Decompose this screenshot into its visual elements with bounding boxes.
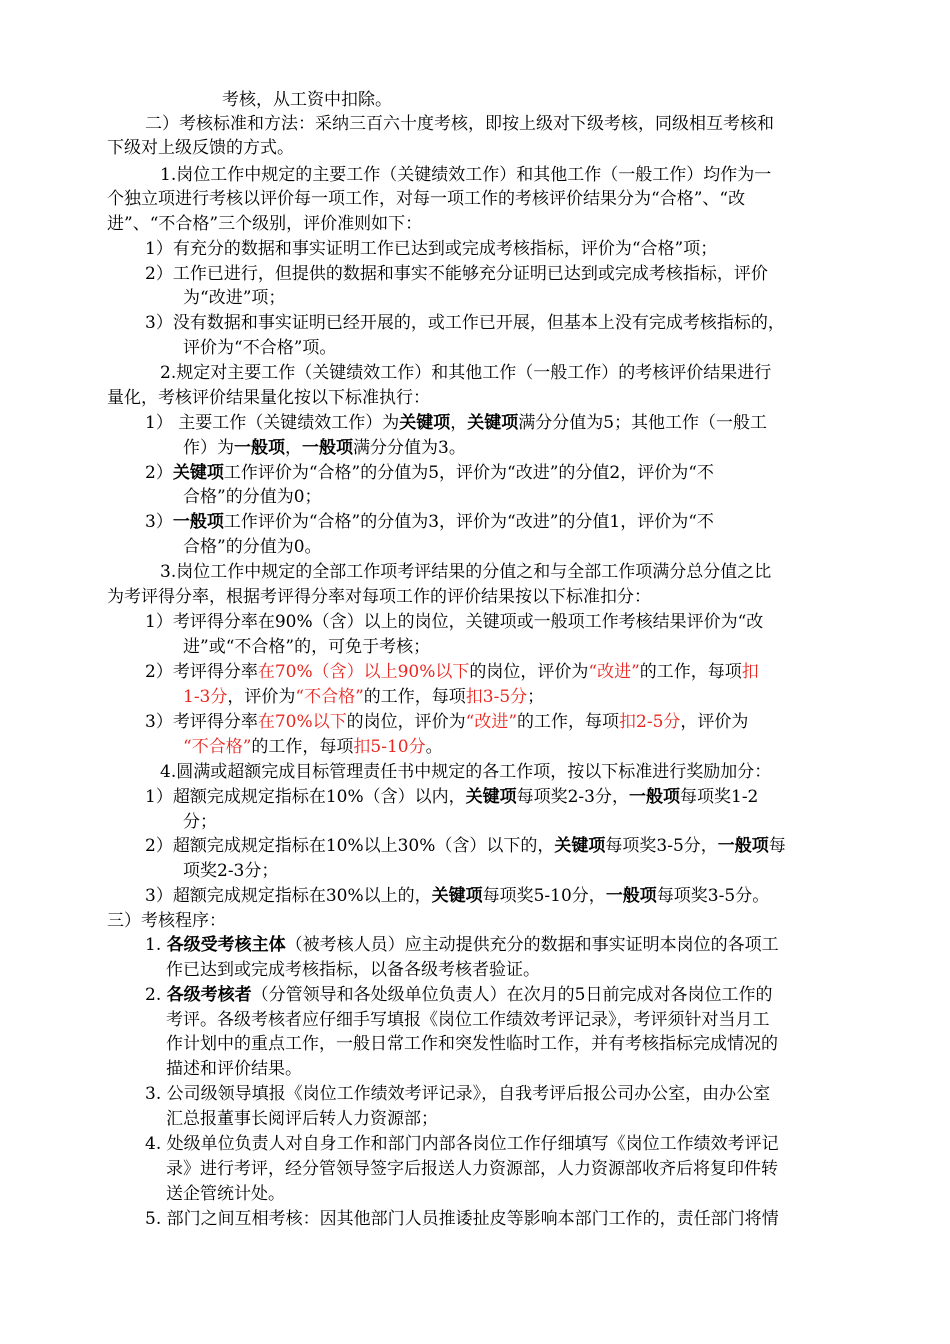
text-line — [145, 237, 717, 261]
text-line — [183, 635, 430, 659]
text-segment: 合格”的分值为0； — [183, 487, 322, 507]
text-segment: 3）没有数据和事实证明已经开展的，或工作已开展，但基本上没有完成考核指标的， — [145, 313, 785, 333]
text-segment: 1. — [145, 935, 167, 955]
text-segment: 2）超额完成规定指标在10%以上30%（含）以下的， — [145, 836, 555, 856]
text-segment: 每项奖5-10分， — [482, 886, 606, 906]
bold-term: 各级考核者 — [166, 985, 252, 1005]
text-line — [166, 1057, 302, 1081]
text-segment: 量化，考核评价结果量化按以下标准执行： — [107, 388, 430, 408]
text-segment: 下级对上级反馈的方式。 — [107, 138, 294, 158]
text-line — [107, 187, 745, 211]
text-segment: 2）考评得分率 — [145, 662, 258, 682]
text-segment: 考核，从工资中扣除。 — [222, 90, 392, 110]
text-segment: 个独立项进行考核以评价每一项工作，对每一项工作的考核评价结果分为“合格”、“改 — [107, 189, 746, 209]
text-line — [166, 1182, 285, 1206]
text-segment: 4.圆满或超额完成目标管理责任书中规定的各工作项，按以下标准进行奖励加分： — [160, 762, 772, 782]
text-segment: 2） — [145, 463, 173, 483]
text-segment: 录》进行考评，经分管领导签字后报送人力资源部，人力资源部收齐后将复印件转 — [166, 1159, 778, 1179]
text-segment: ， — [285, 438, 302, 458]
text-segment: 满分分值为3。 — [353, 438, 466, 458]
text-line — [145, 933, 779, 957]
text-line — [145, 884, 769, 908]
text-segment: 满分分值为5；其他工作（一般工 — [518, 413, 768, 433]
text-line — [107, 212, 422, 236]
text-line — [107, 909, 226, 933]
bold-term: 各级受考核主体 — [166, 935, 286, 955]
text-line — [160, 760, 771, 784]
text-segment: 4. 处级单位负责人对自身工作和部门内部各岗位工作仔细填写《岗位工作绩效考评记 — [145, 1134, 779, 1154]
text-segment: 的工作，每项 — [251, 737, 354, 757]
text-segment: 的岗位，评价为 — [346, 712, 466, 732]
text-segment: 1）有充分的数据和事实证明工作已达到或完成考核指标，评价为“合格”项； — [145, 239, 718, 259]
highlighted-text: 扣 — [741, 662, 759, 682]
text-segment: 作计划中的重点工作，一般日常工作和突发性临时工作，并有考核指标完成情况的 — [166, 1034, 778, 1054]
text-segment: 1）考评得分率在90%（含）以上的岗位，关键项或一般项工作考核结果评价为“改 — [145, 612, 764, 632]
highlighted-text: “改进” — [465, 712, 518, 732]
text-line — [145, 610, 763, 634]
text-line — [183, 735, 443, 759]
text-segment: 的岗位，评价为 — [469, 662, 589, 682]
text-line — [160, 560, 771, 584]
bold-term: 关键项 — [399, 413, 451, 433]
text-segment: 5. 部门之间互相考核：因其他部门人员推诿扯皮等影响本部门工作的，责任部门将情 — [145, 1209, 779, 1229]
highlighted-text: 扣5-10分 — [353, 737, 426, 757]
text-segment: 进”、“不合格”三个级别，评价准则如下： — [107, 214, 423, 234]
text-segment: 送企管统计处。 — [166, 1184, 285, 1204]
text-line — [166, 1157, 778, 1181]
text-segment: 为考评得分率，根据考评得分率对每项工作的评价结果按以下标准扣分： — [107, 587, 651, 607]
text-segment: 描述和评价结果。 — [166, 1059, 302, 1079]
highlighted-text: 1-3分 — [183, 687, 228, 707]
text-line — [183, 685, 544, 709]
text-segment: 3） — [145, 512, 173, 532]
bold-term: 一般项 — [717, 836, 769, 856]
text-line — [166, 958, 540, 982]
text-segment: 3）超额完成规定指标在30%以上的， — [145, 886, 432, 906]
text-segment: 进”或“不合格”的，可免于考核； — [183, 637, 431, 657]
text-line — [183, 859, 278, 883]
text-segment: 合格”的分值为0。 — [183, 537, 322, 557]
text-line — [222, 88, 392, 112]
text-segment: 评价为“不合格”项。 — [183, 338, 337, 358]
text-segment: 三）考核程序： — [107, 911, 226, 931]
text-line — [145, 1207, 779, 1231]
text-segment: 每 — [768, 836, 786, 856]
text-segment: ，评价为 — [227, 687, 296, 707]
text-segment: 3.岗位工作中规定的全部工作项考评结果的分值之和与全部工作项满分总分值之比 — [160, 562, 772, 582]
text-line — [183, 485, 322, 509]
text-line — [183, 436, 466, 460]
text-line — [145, 112, 774, 136]
text-segment: 的工作，每项 — [517, 712, 620, 732]
text-segment: 项奖2-3分； — [183, 861, 279, 881]
bold-term: 一般项 — [172, 512, 224, 532]
highlighted-text: 扣2-5分 — [619, 712, 681, 732]
bold-term: 一般项 — [629, 787, 680, 807]
text-segment: 考评。各级考核者应仔细手写填报《岗位工作绩效考评记录》，考评须针对当月工 — [166, 1010, 770, 1030]
text-line — [145, 311, 785, 335]
text-line — [166, 1008, 770, 1032]
text-line — [107, 585, 651, 609]
highlighted-text: “不合格” — [183, 737, 252, 757]
text-line — [107, 136, 294, 160]
highlighted-text: 扣3-5分 — [465, 687, 528, 707]
text-line — [145, 1082, 770, 1106]
text-line — [145, 834, 786, 858]
text-line — [160, 163, 771, 187]
text-segment: 每项奖1-2 — [680, 787, 759, 807]
text-segment: 1） 主要工作（关键绩效工作）为 — [145, 413, 400, 433]
text-segment: 作）为 — [183, 438, 234, 458]
text-segment: ，评价为 — [680, 712, 749, 732]
text-segment: ， — [450, 413, 468, 433]
text-segment: 工作评价为“合格”的分值为3，评价为“改进”的分值1，评价为“不 — [223, 512, 714, 532]
text-segment: 每项奖3-5分， — [605, 836, 718, 856]
bold-term: 关键项 — [172, 463, 224, 483]
text-line — [145, 710, 748, 734]
highlighted-text: 在70%（含）以上90%以下 — [257, 662, 470, 682]
text-line — [145, 461, 714, 485]
text-segment: 为“改进”项； — [183, 288, 286, 308]
text-line — [145, 510, 714, 534]
bold-term: 关键项 — [467, 413, 519, 433]
bold-term: 一般项 — [605, 886, 657, 906]
highlighted-text: “不合格” — [295, 687, 364, 707]
text-segment: 2）工作已进行，但提供的数据和事实不能够充分证明已达到或完成考核指标，评价 — [145, 264, 768, 284]
bold-term: 一般项 — [302, 438, 353, 458]
text-segment: 。 — [425, 737, 443, 757]
text-segment: 二）考核标准和方法：采纳三百六十度考核，即按上级对下级考核，同级相互考核和 — [145, 114, 774, 134]
bold-term: 一般项 — [234, 438, 285, 458]
text-segment: 2. — [145, 985, 167, 1005]
text-segment: 分； — [183, 812, 217, 832]
text-segment: 3. 公司级领导填报《岗位工作绩效考评记录》，自我考评后报公司办公室，由办公室 — [145, 1084, 771, 1104]
text-line — [145, 660, 759, 684]
bold-term: 关键项 — [465, 787, 517, 807]
text-segment: 1.岗位工作中规定的主要工作（关键绩效工作）和其他工作（一般工作）均作为一 — [160, 165, 772, 185]
text-line — [160, 361, 771, 385]
text-segment: 2.规定对主要工作（关键绩效工作）和其他工作（一般工作）的考核评价结果进行 — [160, 363, 772, 383]
highlighted-text: “改进” — [588, 662, 640, 682]
text-segment: 的工作，每项 — [639, 662, 742, 682]
text-line — [145, 262, 768, 286]
text-line — [183, 336, 336, 360]
text-segment: 1）超额完成规定指标在10%（含）以内， — [145, 787, 466, 807]
text-line — [145, 983, 772, 1007]
bold-term: 关键项 — [554, 836, 606, 856]
text-line — [166, 1107, 438, 1131]
highlighted-text: 在70%以下 — [257, 712, 347, 732]
text-segment: 工作评价为“合格”的分值为5，评价为“改进”的分值2，评价为“不 — [223, 463, 714, 483]
text-segment: 汇总报董事长阅评后转人力资源部； — [166, 1109, 438, 1129]
bold-term: 关键项 — [431, 886, 483, 906]
text-line — [166, 1032, 778, 1056]
text-line — [145, 785, 758, 809]
text-line — [183, 810, 217, 834]
text-line — [183, 286, 285, 310]
text-line — [183, 535, 322, 559]
text-line — [107, 386, 430, 410]
text-segment: （分管领导和各处级单位负责人）在次月的5日前完成对各岗位工作的 — [251, 985, 773, 1005]
text-segment: 的工作，每项 — [363, 687, 466, 707]
text-segment: ； — [527, 687, 545, 707]
text-segment: （被考核人员）应主动提供充分的数据和事实证明本岗位的各项工 — [285, 935, 779, 955]
text-line — [145, 1132, 779, 1156]
text-segment: 3）考评得分率 — [145, 712, 258, 732]
text-segment: 每项奖3-5分。 — [656, 886, 770, 906]
text-line — [145, 411, 767, 435]
text-segment: 作已达到或完成考核指标，以备各级考核者验证。 — [166, 960, 540, 980]
text-segment: 每项奖2-3分， — [516, 787, 629, 807]
